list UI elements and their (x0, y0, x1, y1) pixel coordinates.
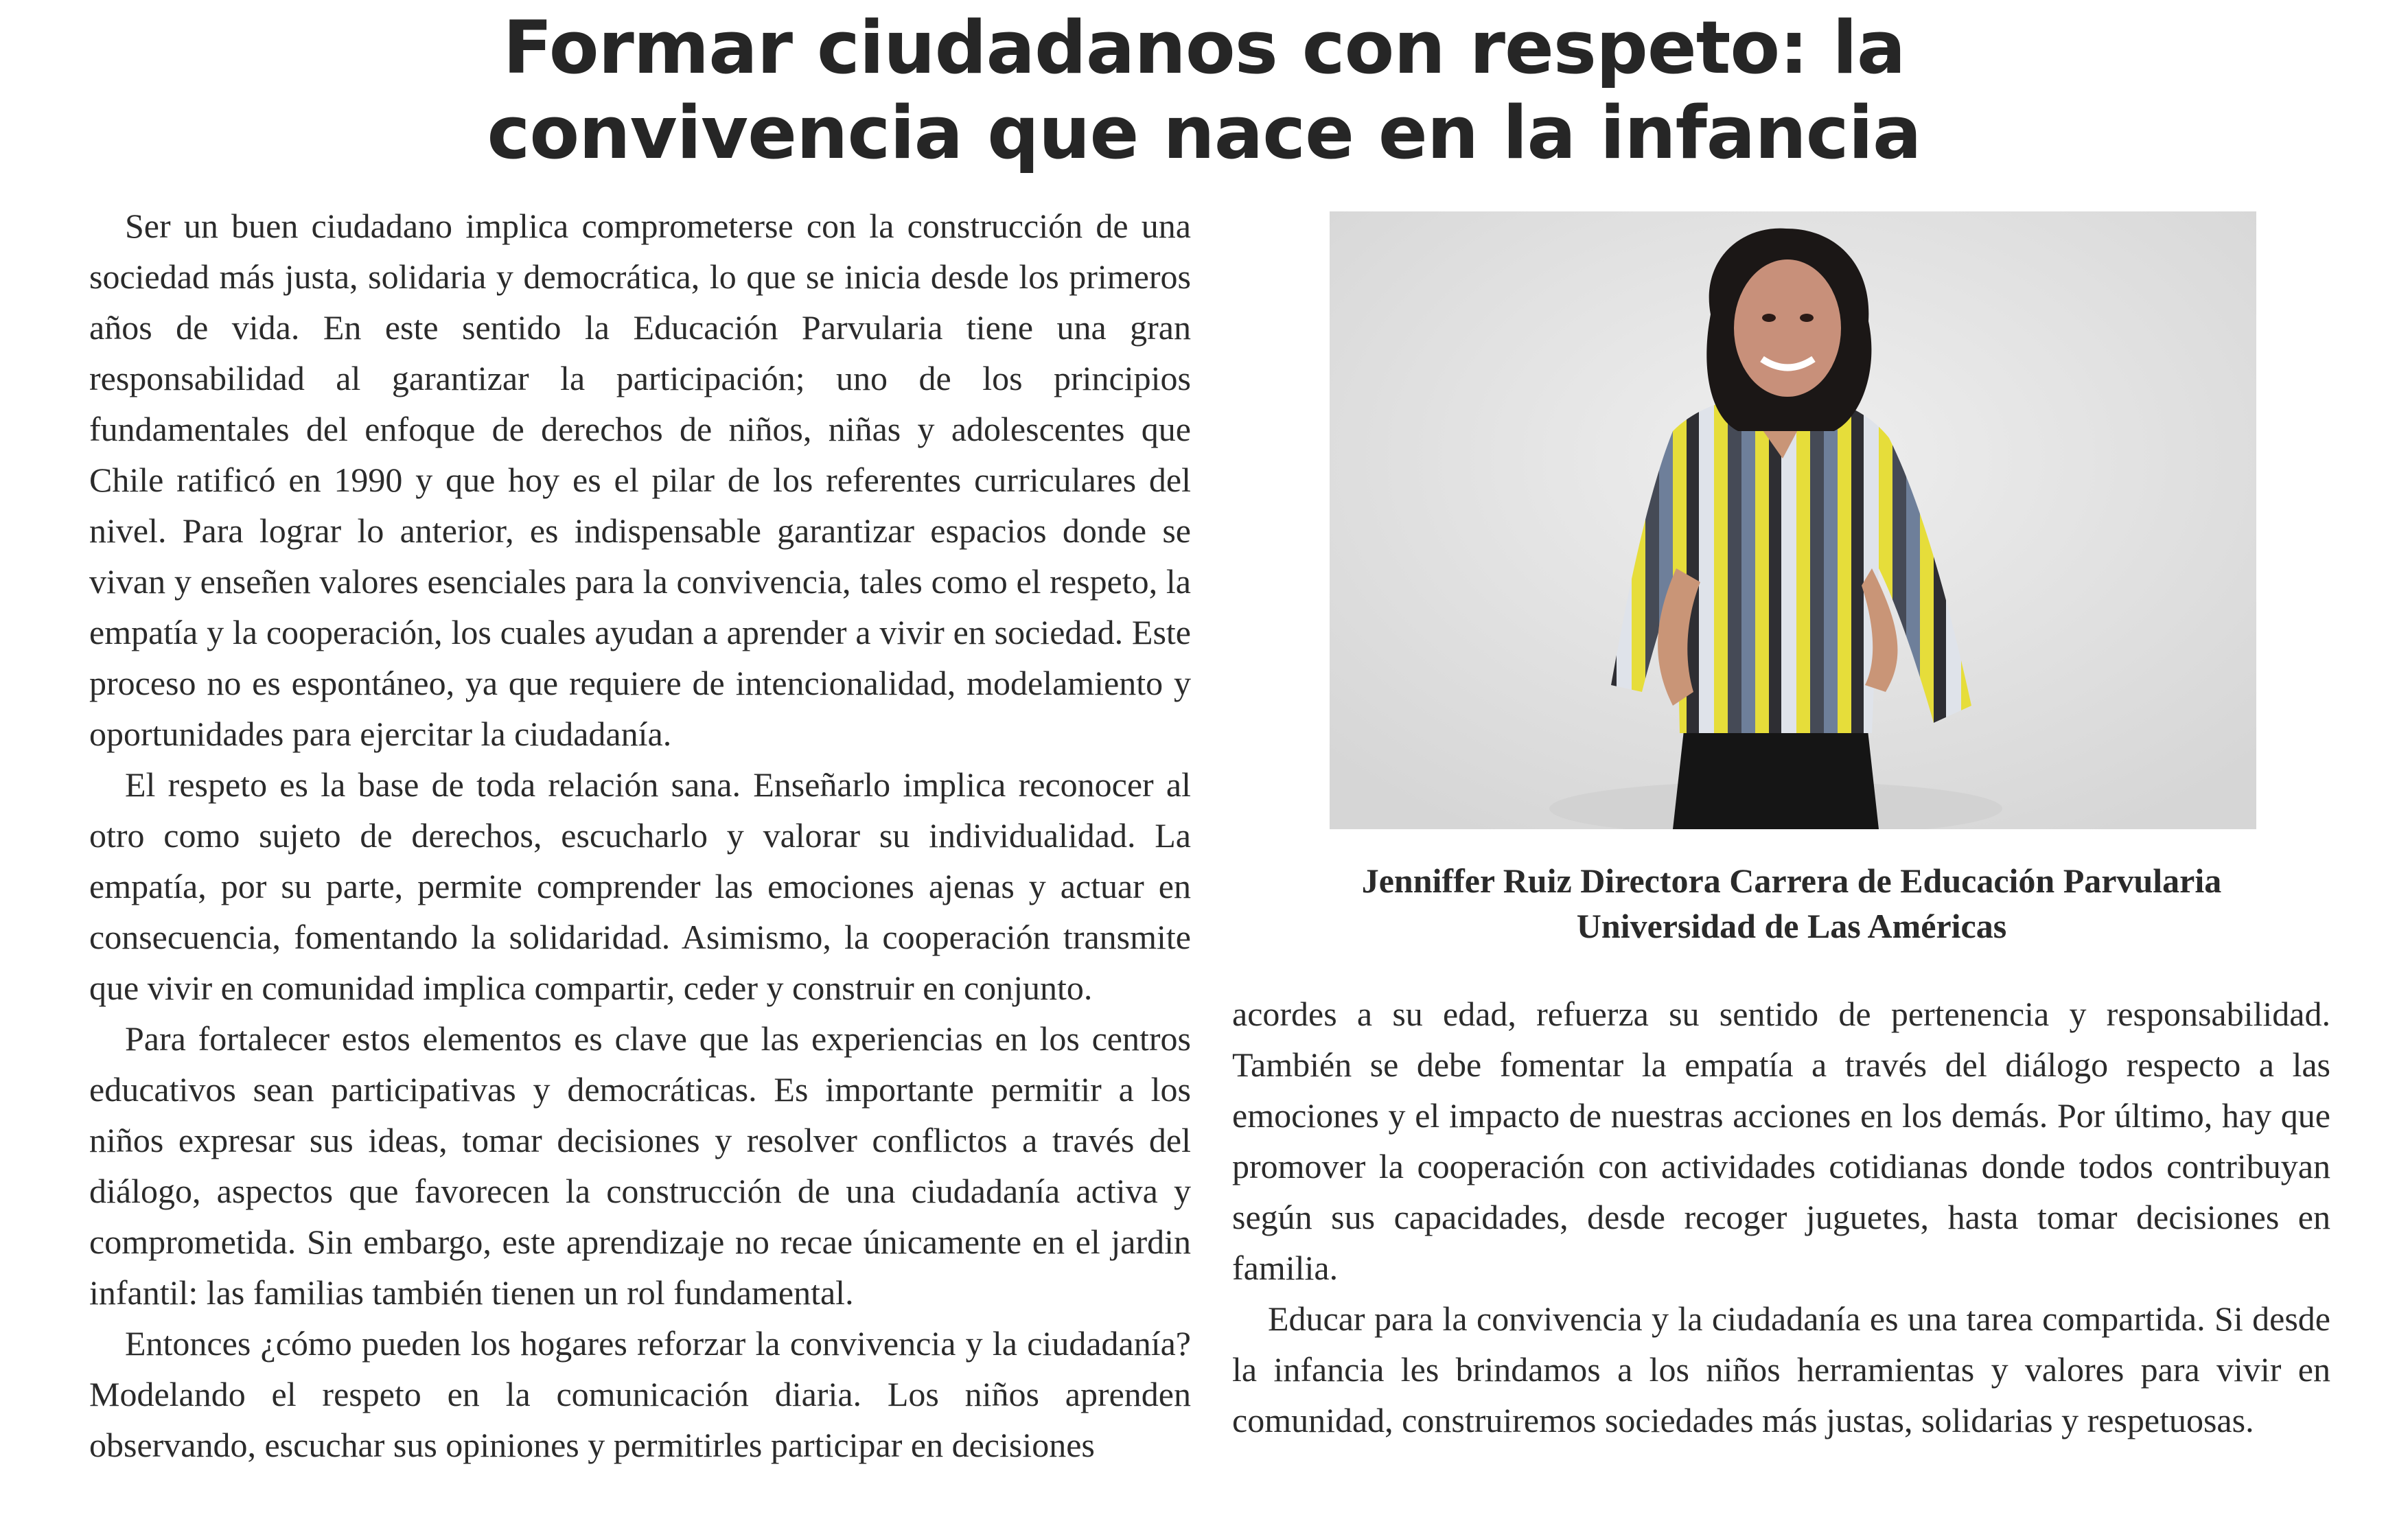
paragraph-5: acordes a su edad, refuerza su sentido de pertenencia y responsabilidad. También se debe fomentar la empatía a través del diálogo respecto a las emociones y el impacto de nuestras acciones en los demás. Por último, hay que promover la cooperación con actividades cotidianas donde todos contribuyan según sus capacidades, desde recoger juguetes, hasta tomar decisiones en familia. (1232, 995, 2330, 1287)
paragraph-3: Para fortalecer estos elementos es clave que las experiencias en los centros educativos sean participativas y democráticas. Es importante permitir a los niños expresar sus ideas, tomar decisiones y resolver conflictos a través del diálogo, aspectos que favorecen la construcción de una ciudadanía activa y comprometida. Sin embargo, este aprendizaje no recae únicamente en el jardin infantil: las familias también tienen un rol fundamental. (89, 1019, 1191, 1312)
caption-name-title: Jenniffer Ruiz Directora Carrera de Educación Parvularia (1361, 861, 2222, 900)
article-headline (0, 5, 2408, 176)
paragraph-1: Ser un buen ciudadano implica comprometerse con la construcción de una sociedad más justa, solidaria y democrática, lo que se inicia desde los primeros años de vida. En este sentido la Educación Parvularia tiene una gran responsabilidad al garantizar la participación; uno de los principios fundamentales del enfoque de derechos de niños, niñas y adolescentes que Chile ratificó en 1990 y que hoy es el pilar de los referentes curriculares del nivel. Para lograr lo anterior, es indispensable garantizar espacios donde se vivan y enseñen valores esenciales para la convivencia, tales como el respeto, la empatía y la cooperación, los cuales ayudan a aprender a vivir en sociedad. Este proceso no es espontáneo, ya que requiere de intencionalidad, modelamiento y oportunidades para ejercitar la ciudadanía. (89, 207, 1191, 753)
photo-caption (1304, 858, 2279, 949)
right-column (1232, 988, 2330, 1446)
headline-line-2: convivencia que nace en la infancia (487, 91, 1921, 175)
paragraph-4: Entonces ¿cómo pueden los hogares reforzar la convivencia y la ciudadanía? Modelando el respeto en la comunicación diaria. Los niños aprenden observando, escuchar sus opiniones y permitirles participar en decisiones (89, 1324, 1191, 1464)
paragraph-2: El respeto es la base de toda relación sana. Enseñarlo implica reconocer al otro como sujeto de derechos, escucharlo y valorar su individualidad. La empatía, por su parte, permite comprender las emociones ajenas y actuar en consecuencia, fomentando la solidaridad. Asimismo, la cooperación transmite que vivir en comunidad implica compartir, ceder y construir en conjunto. (89, 765, 1191, 1007)
portrait-illustration (1330, 211, 2256, 829)
portrait-photo (1330, 211, 2256, 829)
paragraph-6: Educar para la convivencia y la ciudadanía es una tarea compartida. Si desde la infancia les brindamos a los niños herramientas y valores para vivir en comunidad, construiremos sociedades más justas, solidarias y respetuosas. (1232, 1299, 2330, 1439)
headline-line-1: Formar ciudadanos con respeto: la (502, 5, 1906, 90)
left-column (89, 200, 1191, 1470)
caption-institution: Universidad de Las Américas (1576, 907, 2007, 945)
